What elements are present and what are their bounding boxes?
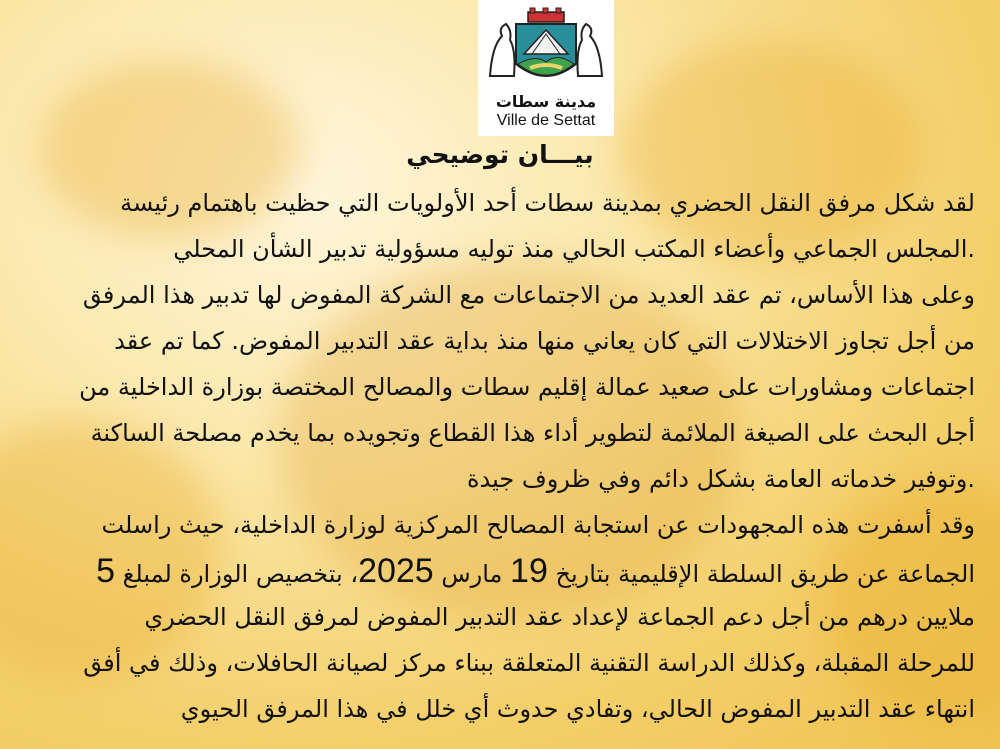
amount-number: 5 xyxy=(96,552,115,590)
body-line: ملايين درهم من أجل دعم الجماعة لإعداد عقد التدبير المفوض لمرفق النقل الحضري xyxy=(144,603,975,631)
logo-arabic-name: مدينة سطات xyxy=(495,92,597,111)
body-line: لقد شكل مرفق النقل الحضري بمدينة سطات أحد الأولويات التي حظيت باهتمام رئيسة xyxy=(120,189,975,217)
city-crest-icon xyxy=(486,6,606,94)
body-line: اجتماعات ومشاورات على صعيد عمالة إقليم سطات والمصالح المختصة بوزارة الداخلية من xyxy=(79,373,975,401)
page-title: بيـــان توضيحي xyxy=(406,140,594,169)
date-month: مارس xyxy=(433,560,511,588)
crown-icon xyxy=(528,8,564,22)
city-logo xyxy=(478,0,614,136)
line-text: الجماعة عن طريق السلطة الإقليمية بتاريخ xyxy=(547,560,975,588)
date-day: 19 xyxy=(510,552,548,590)
body-line: وقد أسفرت هذه المجهودات عن استجابة المصالح المركزية لوزارة الداخلية، حيث راسلت xyxy=(101,511,975,539)
body-line: أجل البحث على الصيغة الملائمة لتطوير أداء هذا القطاع وتجويده بما يخدم مصلحة الساكنة xyxy=(90,419,975,447)
date-year: 2025 xyxy=(358,552,434,590)
body-line: انتهاء عقد التدبير المفوض الحالي، وتفادي حدوث أي خلل في هذا المرفق الحيوي xyxy=(180,695,975,723)
body-line: للمرحلة المقبلة، وكذلك الدراسة التقنية المتعلقة ببناء مركز لصيانة الحافلات، وذلك في أفق xyxy=(83,649,975,677)
statement-body xyxy=(15,180,975,732)
body-line: وعلى هذا الأساس، تم عقد العديد من الاجتماعات مع الشركة المفوض لها تدبير هذا المرفق xyxy=(82,281,975,309)
horse-icon xyxy=(490,24,515,76)
horse-icon xyxy=(578,24,603,76)
line-text: ، بتخصيص الوزارة لمبلغ xyxy=(114,560,359,588)
body-line: من أجل تجاوز الاختلالات التي كان يعاني منها منذ بداية عقد التدبير المفوض. كما تم عقد xyxy=(114,327,975,355)
body-line-with-date xyxy=(15,548,975,594)
logo-french-name: Ville de Settat xyxy=(496,112,596,129)
body-line: .وتوفير خدماته العامة بشكل دائم وفي ظروف جيدة xyxy=(466,465,975,493)
body-line: .المجلس الجماعي وأعضاء المكتب الحالي منذ توليه مسؤولية تدبير الشأن المحلي xyxy=(173,235,975,263)
